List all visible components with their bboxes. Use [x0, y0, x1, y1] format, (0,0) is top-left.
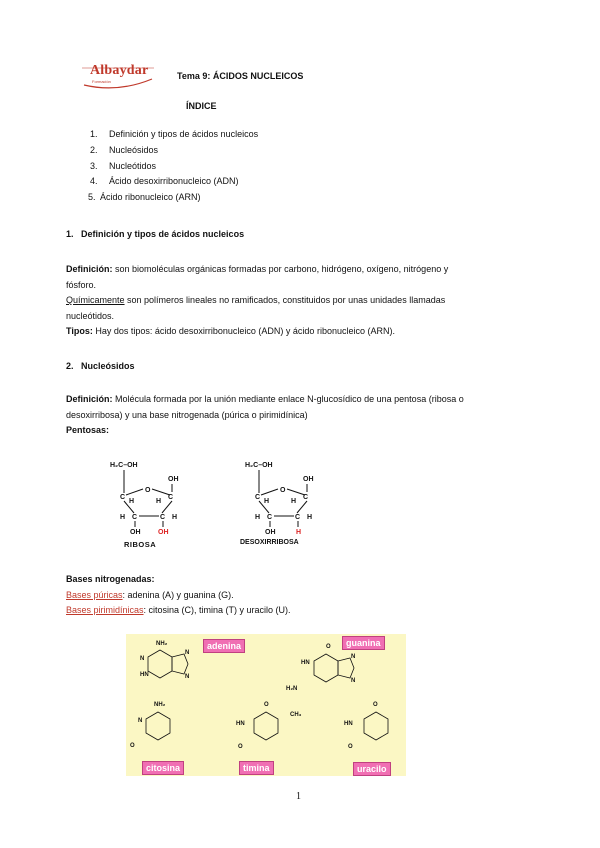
- definition-text: Molécula formada por la unión mediante enlace N-glucosídico de una pentosa (ribosa o: [112, 394, 464, 404]
- toc-item: [90, 161, 258, 177]
- chem-label: OH: [303, 476, 314, 483]
- page-number: 1: [296, 791, 301, 802]
- toc-label: Ácido desoxirribonucleico (ADN): [109, 176, 239, 187]
- chem-label: OH: [265, 529, 276, 536]
- logo-text: Albaydar: [90, 63, 149, 78]
- toc-label: Nucleósidos: [109, 144, 159, 155]
- toc-item: [90, 176, 258, 192]
- toc-label: Nucleótidos: [109, 160, 157, 171]
- chem-label: H: [291, 498, 297, 505]
- chem-label: C: [303, 494, 309, 501]
- section-1-heading: [66, 229, 244, 239]
- toc-num: 2.: [90, 144, 98, 155]
- tag-timina: timina: [239, 761, 274, 775]
- chem-label: HN: [344, 721, 353, 727]
- tag-adenina: adenina: [203, 639, 245, 653]
- chem-label: H: [172, 514, 178, 521]
- chem-label: C: [168, 494, 174, 501]
- chem-label: O: [348, 744, 353, 750]
- chem-label: C: [295, 514, 301, 521]
- bases-label: Bases nitrogenadas:: [66, 574, 155, 584]
- section-title: Definición y tipos de ácidos nucleicos: [81, 229, 245, 239]
- chem-label: OH: [130, 529, 141, 536]
- chem-label: O: [373, 702, 378, 708]
- chem-label: CH₃: [290, 712, 302, 718]
- chem-label: O: [264, 702, 269, 708]
- types-label: Tipos:: [66, 326, 93, 336]
- toc-item: [88, 192, 258, 208]
- chem-label: N: [185, 674, 190, 680]
- chem-label: C: [267, 514, 273, 521]
- chem-label: N: [138, 718, 143, 724]
- chem-label: C: [132, 514, 138, 521]
- chem-label: C: [255, 494, 261, 501]
- puricas-label: Bases púricas: [66, 589, 123, 600]
- pentose-structures: [100, 455, 360, 550]
- pirimidinicas-text: : citosina (C), timina (T) y uracilo (U).: [143, 605, 291, 615]
- chem-label: N: [140, 656, 145, 662]
- chem-label: O: [145, 487, 151, 494]
- chem-label: C: [120, 494, 126, 501]
- ribosa-label: RIBOSA: [124, 540, 157, 549]
- chem-label: OH: [158, 529, 169, 536]
- definition-text: son biomoléculas orgánicas formadas por carbono, hidrógeno, oxígeno, nitrógeno y: [112, 264, 449, 274]
- section-number: 2.: [66, 361, 74, 371]
- chem-label: H: [255, 514, 261, 521]
- page-title: Tema 9: ÁCIDOS NUCLEICOS: [177, 71, 304, 81]
- chem-label: O: [238, 744, 243, 750]
- toc-label: Ácido ribonucleico (ARN): [100, 192, 201, 203]
- toc-num: 4.: [90, 176, 98, 187]
- chem-label: HN: [301, 660, 310, 666]
- logo-subtext: Formación: [92, 79, 111, 84]
- bases-figure: [126, 634, 406, 776]
- chemically-text-cont: nucleótidos.: [66, 310, 115, 321]
- chem-label: N: [185, 650, 190, 656]
- tag-citosina: citosina: [142, 761, 184, 775]
- chem-label: H: [120, 514, 126, 521]
- chem-label: N: [351, 678, 356, 684]
- pirimidinicas-label: Bases pirimidínicas: [66, 605, 144, 615]
- chem-label: O: [280, 487, 286, 494]
- chem-label: H: [296, 529, 302, 536]
- chem-label: H₂C–OH: [110, 462, 138, 469]
- types-text: Hay dos tipos: ácido desoxirribonucleico (ADN) y ácido ribonucleico (ARN).: [92, 326, 395, 336]
- chemically-label: Químicamente: [66, 295, 125, 305]
- puricas-text: : adenina (A) y guanina (G).: [122, 589, 234, 600]
- toc-num: 1.: [90, 129, 98, 139]
- toc-num: 5.: [88, 192, 96, 203]
- bases-structures: [126, 634, 406, 776]
- chemically-text: son polímeros lineales no ramificados, constituidos por unas unidades llamadas: [124, 295, 446, 305]
- chem-label: HN: [236, 721, 245, 727]
- chem-label: C: [160, 514, 166, 521]
- chem-label: H: [264, 498, 270, 505]
- definition-text-cont: desoxirribosa) y una base nitrogenada (púrica o pirimidínica): [66, 409, 308, 420]
- tag-uracilo: uracilo: [353, 762, 391, 776]
- index-title: ÍNDICE: [186, 101, 217, 111]
- section-number: 1.: [66, 229, 74, 239]
- section-1-definition: [66, 262, 536, 340]
- chem-label: N: [351, 654, 356, 660]
- bases-text: [66, 572, 536, 619]
- chem-label: HN: [140, 672, 149, 678]
- chem-label: H₂N: [286, 686, 298, 692]
- chem-label: H₂C–OH: [245, 462, 273, 469]
- chem-label: NH₂: [156, 641, 168, 647]
- definition-text-cont: fósforo.: [66, 279, 97, 290]
- section-2-definition: [66, 392, 536, 439]
- chem-label: O: [130, 743, 135, 749]
- toc-item: [90, 145, 258, 161]
- pentosas-label: Pentosas:: [66, 425, 110, 435]
- chem-label: H: [129, 498, 135, 505]
- logo: [78, 63, 158, 89]
- chem-label: H: [307, 514, 313, 521]
- toc-num: 3.: [90, 160, 98, 171]
- table-of-contents: [90, 129, 258, 208]
- definition-label: Definición:: [66, 264, 113, 274]
- chem-label: H: [156, 498, 162, 505]
- chem-label: OH: [168, 476, 179, 483]
- section-title: Nucleósidos: [81, 361, 135, 371]
- chem-label: NH₂: [154, 702, 166, 708]
- tag-guanina: guanina: [342, 636, 385, 650]
- toc-item: [90, 129, 258, 145]
- desoxirribosa-label: DESOXIRRIBOSA: [240, 539, 299, 546]
- definition-label: Definición:: [66, 394, 113, 404]
- toc-label: Definición y tipos de ácidos nucleicos: [109, 129, 259, 139]
- chem-label: O: [326, 644, 331, 650]
- section-2-heading: [66, 361, 135, 371]
